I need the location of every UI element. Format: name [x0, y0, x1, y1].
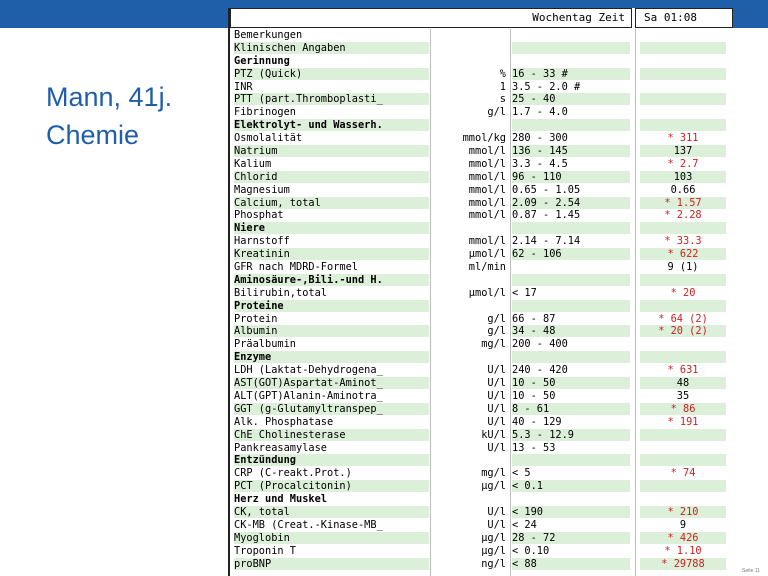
- reference-range: 16 - 33 #: [512, 68, 630, 80]
- reference-range: [512, 55, 630, 67]
- table-row: [230, 29, 733, 42]
- unit: [431, 119, 508, 131]
- test-name: CK, total: [234, 506, 429, 518]
- result-value: * 33.3: [664, 235, 702, 248]
- unit: [431, 42, 508, 54]
- result-value: [640, 480, 726, 492]
- test-name: Fibrinogen: [234, 106, 296, 119]
- reference-range: 10 - 50: [512, 377, 630, 389]
- result-value: [640, 300, 726, 312]
- test-name: Enzyme: [234, 351, 429, 363]
- section-header-row: [230, 454, 733, 467]
- result-value: 48: [640, 377, 726, 389]
- unit: [431, 29, 508, 41]
- section-header-row: [230, 493, 733, 506]
- table-row: [230, 235, 733, 248]
- unit: [431, 454, 508, 466]
- reference-range: 40 - 129: [512, 415, 562, 428]
- test-name: Magnesium: [234, 183, 290, 196]
- reference-range: < 190: [512, 506, 630, 518]
- reference-range: < 88: [512, 558, 630, 570]
- result-value: [640, 442, 726, 454]
- reference-range: [512, 119, 630, 131]
- result-value: * 191: [667, 415, 699, 428]
- test-name: Klinischen Angaben: [234, 42, 429, 54]
- reference-range: 66 - 87: [512, 312, 556, 325]
- reference-range: [512, 300, 630, 312]
- reference-range: 280 - 300: [512, 132, 568, 145]
- unit: mg/l: [481, 467, 506, 480]
- table-row: [230, 325, 733, 338]
- test-name: Albumin: [234, 325, 429, 337]
- result-value: * 311: [667, 132, 699, 145]
- unit: g/l: [487, 312, 506, 325]
- test-name: Pankreasamylase: [234, 441, 327, 454]
- table-row: [230, 377, 733, 390]
- reference-range: 8 - 61: [512, 403, 630, 415]
- test-name: Herz und Muskel: [234, 493, 327, 506]
- result-value: * 64 (2): [658, 312, 708, 325]
- unit: kU/l: [481, 428, 506, 441]
- result-value: [640, 55, 726, 67]
- test-name: Chlorid: [234, 171, 429, 183]
- result-value: [640, 68, 726, 80]
- reference-range: 240 - 420: [512, 364, 568, 377]
- table-row: [230, 338, 733, 351]
- test-name: Präalbumin: [234, 338, 296, 351]
- unit: mmol/l: [468, 145, 506, 158]
- result-value: [640, 93, 726, 105]
- test-name: Phosphat: [234, 209, 284, 222]
- table-row: [230, 184, 733, 197]
- test-name: ChE Cholinesterase: [234, 429, 429, 441]
- reference-range: [512, 42, 630, 54]
- table-row: [230, 132, 733, 145]
- table-row: [230, 171, 733, 184]
- table-row: [230, 42, 733, 55]
- result-value: [640, 81, 726, 93]
- test-name: CRP (C-reakt.Prot.): [234, 467, 352, 480]
- slide-footer: Seite 11: [742, 568, 760, 574]
- slide-title: [46, 78, 172, 154]
- test-name: Entzündung: [234, 454, 429, 466]
- result-value: * 622: [640, 248, 726, 260]
- result-value: [640, 106, 726, 118]
- unit: mmol/l: [468, 170, 506, 183]
- unit: [431, 351, 508, 363]
- result-value: [640, 429, 726, 441]
- table-row: [230, 287, 733, 300]
- reference-range: 25 - 40: [512, 93, 630, 105]
- test-name: LDH (Laktat-Dehydrogena_: [234, 364, 383, 377]
- result-value: * 210: [640, 506, 726, 518]
- test-name: Protein: [234, 312, 278, 325]
- unit: U/l: [487, 389, 506, 402]
- unit: mmol/l: [468, 209, 506, 222]
- table-row: [230, 467, 733, 480]
- unit: [431, 222, 508, 234]
- test-name: Natrium: [234, 145, 429, 157]
- table-row: [230, 209, 733, 222]
- reference-range: 28 - 72: [512, 532, 630, 544]
- reference-range: 13 - 53: [512, 441, 556, 454]
- section-header-row: [230, 300, 733, 313]
- header-weekday-time: Wochentag Zeit: [230, 8, 632, 28]
- result-value: 0.66: [670, 183, 696, 196]
- result-value: 9: [679, 518, 687, 531]
- result-value: 9 (1): [667, 261, 699, 274]
- result-value: 103: [640, 171, 726, 183]
- test-name: Alk. Phosphatase: [234, 415, 334, 428]
- test-name: AST(GOT)Aspartat-Aminot_: [234, 377, 429, 389]
- reference-range: 62 - 106: [512, 248, 630, 260]
- unit: U/l: [487, 402, 506, 415]
- test-name: Bemerkungen: [234, 29, 303, 41]
- result-value: [640, 454, 726, 466]
- reference-range: [512, 493, 630, 505]
- result-value: * 20 (2): [640, 325, 726, 337]
- unit: U/l: [487, 415, 506, 428]
- result-value: [640, 119, 726, 131]
- result-value: * 631: [667, 364, 699, 377]
- section-header-row: [230, 274, 733, 287]
- reference-range: 3.3 - 4.5: [512, 157, 568, 170]
- table-row: [230, 106, 733, 119]
- section-header-row: [230, 222, 733, 235]
- result-value: [640, 222, 726, 234]
- reference-range: 2.09 - 2.54: [512, 197, 630, 209]
- unit: [431, 274, 508, 286]
- reference-range: 0.65 - 1.05: [512, 183, 581, 196]
- table-row: [230, 480, 733, 493]
- table-row: [230, 68, 733, 81]
- reference-range: 136 - 145: [512, 145, 630, 157]
- result-value: * 20: [670, 286, 696, 299]
- reference-range: < 24: [512, 518, 537, 531]
- unit: g/l: [487, 106, 506, 119]
- header-timestamp: Sa 01:08: [635, 8, 733, 28]
- test-name: Calcium, total: [234, 197, 429, 209]
- reference-range: 10 - 50: [512, 389, 556, 402]
- result-value: [640, 274, 726, 286]
- table-row: [230, 248, 733, 261]
- table-row: [230, 313, 733, 326]
- result-value: * 1.10: [664, 544, 702, 557]
- result-value: * 2.7: [667, 157, 699, 170]
- test-name: ALT(GPT)Alanin-Aminotra_: [234, 389, 383, 402]
- table-row: [230, 197, 733, 210]
- unit: [431, 55, 508, 67]
- title-line-1: Mann, 41j.: [46, 82, 173, 112]
- table-row: [230, 145, 733, 158]
- table-row: [230, 506, 733, 519]
- test-name: GGT (g-Glutamyltranspep_: [234, 403, 429, 415]
- unit: U/l: [487, 505, 506, 518]
- unit: g/l: [487, 325, 506, 338]
- table-row: [230, 519, 733, 532]
- test-name: INR: [234, 80, 253, 93]
- reference-range: 3.5 - 2.0 #: [512, 80, 581, 93]
- result-value: [640, 493, 726, 505]
- test-name: PTZ (Quick): [234, 68, 429, 80]
- reference-range: 1.7 - 4.0: [512, 106, 568, 119]
- unit: [431, 493, 508, 505]
- reference-range: [512, 222, 630, 234]
- lab-rows: [230, 29, 733, 570]
- unit: U/l: [487, 441, 506, 454]
- test-name: PTT (part.Thromboplasti_: [234, 93, 429, 105]
- test-name: Bilirubin,total: [234, 286, 327, 299]
- table-row: [230, 558, 733, 571]
- test-name: Niere: [234, 222, 429, 234]
- table-row: [230, 429, 733, 442]
- reference-range: 2.14 - 7.14: [512, 235, 581, 248]
- table-row: [230, 261, 733, 274]
- unit: mmol/l: [468, 183, 506, 196]
- result-value: * 426: [640, 532, 726, 544]
- test-name: Elektrolyt- und Wasserh.: [234, 119, 429, 131]
- unit: mmol/l: [468, 196, 506, 209]
- unit: 1: [499, 80, 506, 93]
- test-name: Aminosäure-,Bili.-und H.: [234, 274, 429, 286]
- test-name: Harnstoff: [234, 235, 290, 248]
- table-row: [230, 416, 733, 429]
- section-header-row: [230, 351, 733, 364]
- unit: µg/l: [481, 531, 506, 544]
- test-name: CK-MB (Creat.-Kinase-MB_: [234, 518, 383, 531]
- unit: U/l: [487, 377, 506, 390]
- unit: ml/min: [468, 261, 506, 274]
- test-name: Gerinnung: [234, 54, 290, 67]
- result-value: [640, 29, 726, 41]
- result-value: * 2.28: [664, 209, 702, 222]
- unit: µmol/l: [468, 248, 506, 261]
- reference-range: < 0.1: [512, 480, 630, 492]
- unit: %: [499, 67, 506, 80]
- test-name: Troponin T: [234, 544, 296, 557]
- unit: mmol/kg: [462, 132, 506, 145]
- lab-results-sheet: [228, 8, 733, 576]
- reference-range: 96 - 110: [512, 171, 630, 183]
- unit: µg/l: [481, 480, 506, 493]
- reference-range: < 17: [512, 286, 537, 299]
- section-header-row: [230, 55, 733, 68]
- table-row: [230, 532, 733, 545]
- test-name: PCT (Procalcitonin): [234, 480, 429, 492]
- unit: µg/l: [481, 544, 506, 557]
- result-value: * 86: [640, 403, 726, 415]
- result-value: 137: [640, 145, 726, 157]
- result-value: 35: [676, 389, 690, 402]
- test-name: Osmolalität: [234, 132, 303, 145]
- section-header-row: [230, 119, 733, 132]
- test-name: Proteine: [234, 300, 429, 312]
- table-row: [230, 81, 733, 94]
- unit: µmol/l: [468, 286, 506, 299]
- result-value: [640, 42, 726, 54]
- reference-range: [512, 274, 630, 286]
- result-value: * 1.57: [640, 197, 726, 209]
- table-row: [230, 545, 733, 558]
- result-value: * 74: [670, 467, 696, 480]
- unit: s: [499, 93, 506, 106]
- reference-range: < 0.10: [512, 544, 550, 557]
- title-line-2: Chemie: [46, 120, 140, 150]
- reference-range: < 5: [512, 467, 531, 480]
- unit: U/l: [487, 518, 506, 531]
- reference-range: 200 - 400: [512, 338, 568, 351]
- test-name: Myoglobin: [234, 532, 429, 544]
- test-name: GFR nach MDRD-Formel: [234, 261, 358, 274]
- reference-range: [512, 29, 630, 41]
- reference-range: [512, 454, 630, 466]
- unit: mmol/l: [468, 157, 506, 170]
- test-name: Kreatinin: [234, 248, 429, 260]
- table-row: [230, 364, 733, 377]
- table-row: [230, 158, 733, 171]
- result-value: * 29788: [640, 558, 726, 570]
- table-row: [230, 442, 733, 455]
- reference-range: 34 - 48: [512, 325, 630, 337]
- table-row: [230, 403, 733, 416]
- reference-range: [512, 351, 630, 363]
- test-name: Kalium: [234, 157, 272, 170]
- unit: mmol/l: [468, 235, 506, 248]
- unit: U/l: [487, 364, 506, 377]
- unit: [431, 300, 508, 312]
- result-value: [640, 338, 726, 350]
- table-row: [230, 93, 733, 106]
- unit: mg/l: [481, 338, 506, 351]
- reference-range: [512, 261, 630, 273]
- table-row: [230, 390, 733, 403]
- reference-range: 5.3 - 12.9: [512, 429, 630, 441]
- result-value: [640, 351, 726, 363]
- test-name: proBNP: [234, 558, 429, 570]
- reference-range: 0.87 - 1.45: [512, 209, 581, 222]
- unit: ng/l: [481, 557, 506, 570]
